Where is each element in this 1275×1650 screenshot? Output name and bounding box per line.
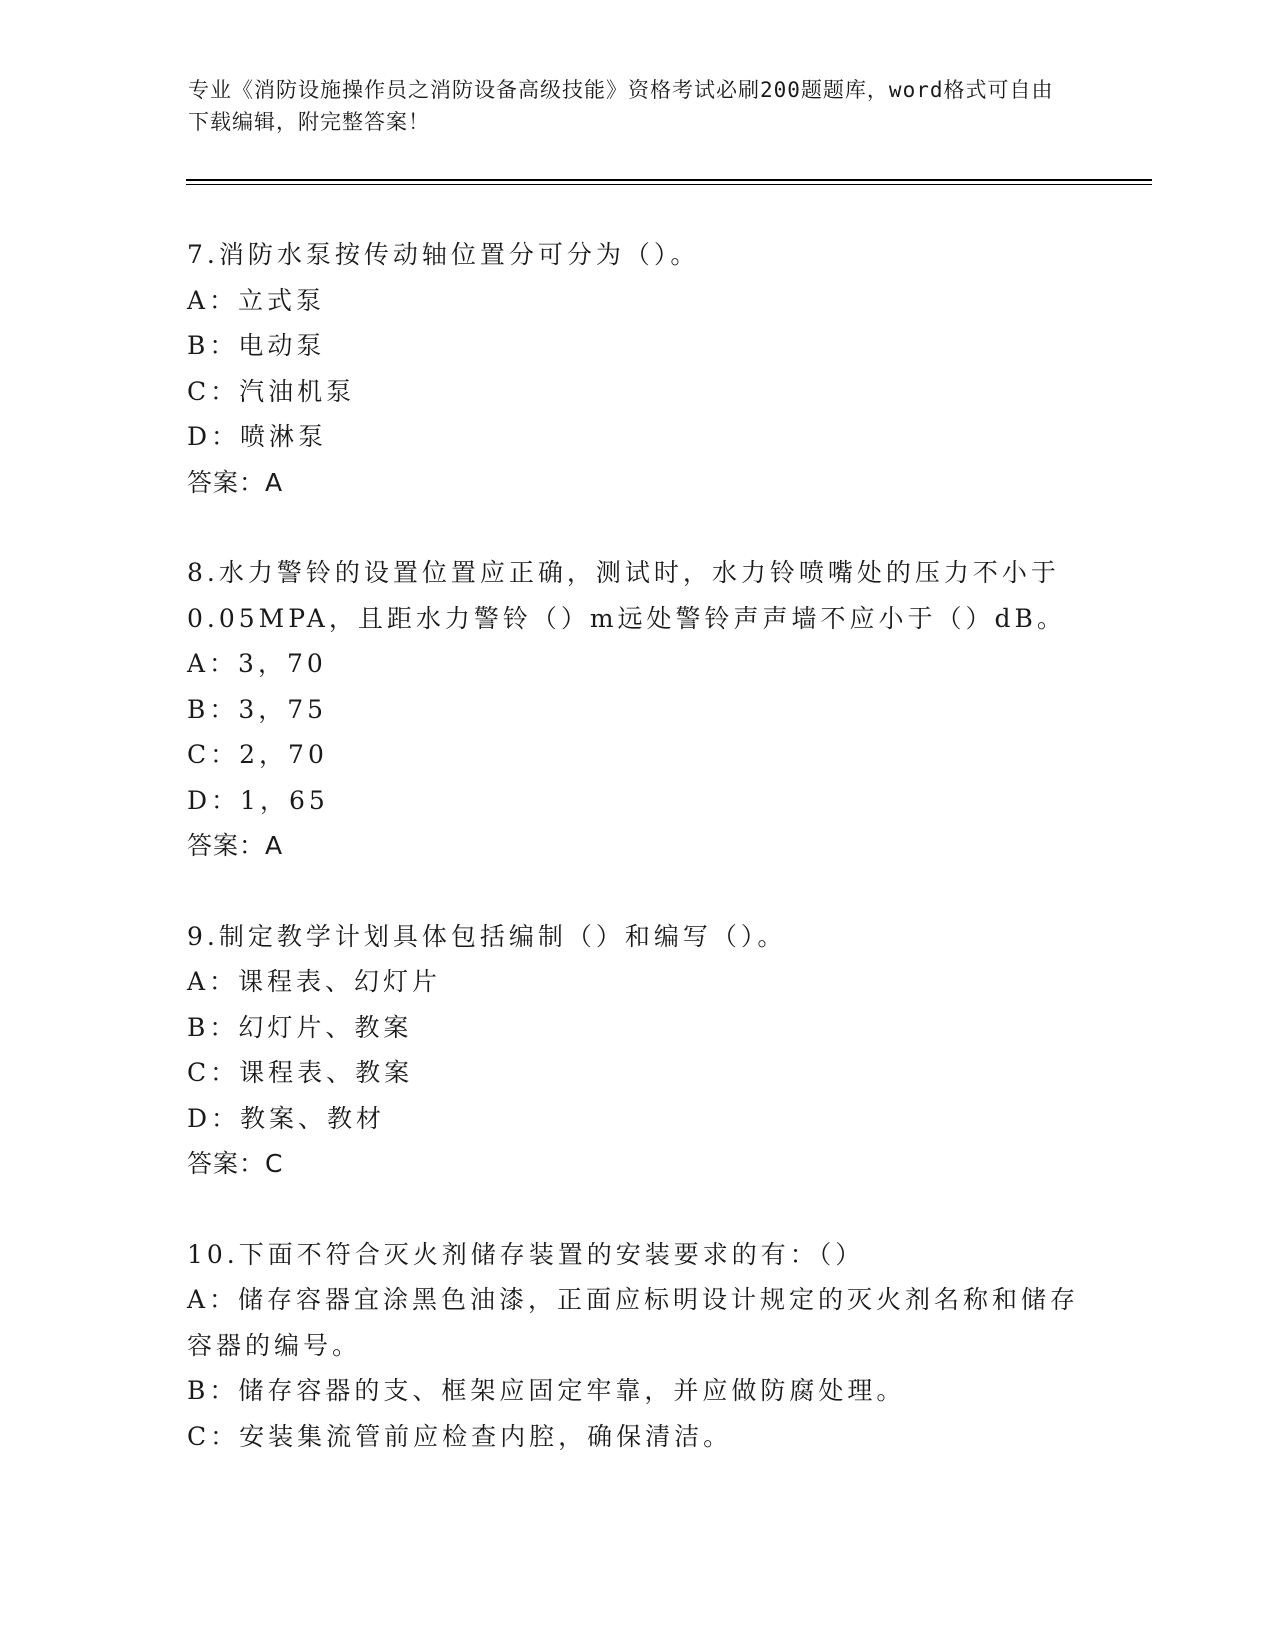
option-b: B：幻灯片、教案 — [187, 1012, 413, 1042]
option-a: A：立式泵 — [187, 285, 326, 315]
header-divider-thick — [186, 179, 1152, 181]
option-a: A：3，70 — [187, 649, 327, 678]
option-a: A：储存容器宜涂黑色油漆，正面应标明设计规定的灭火剂名称和储存 — [187, 1285, 1080, 1314]
option-c: C：2，70 — [187, 740, 328, 769]
option-d: D：喷淋泵 — [187, 422, 328, 451]
option-c: C：课程表、教案 — [187, 1058, 414, 1087]
question-stem: 7.消防水泵按传动轴位置分可分为（）。 — [187, 240, 700, 269]
option-d: D：1，65 — [187, 785, 329, 815]
question-stem: 9.制定教学计划具体包括编制（）和编写（）。 — [187, 921, 787, 951]
question-8 — [187, 550, 1087, 869]
question-stem-continued: 0.05MPA，且距水力警铃（）m远处警铃声声墙不应小于（）dB。 — [187, 603, 1066, 633]
option-c: C：安装集流管前应检查内腔，确保清洁。 — [187, 1421, 733, 1451]
question-7 — [187, 232, 1087, 505]
option-b: B：3，75 — [187, 694, 328, 724]
option-a: A：课程表、幻灯片 — [187, 967, 442, 996]
option-a-continued: 容器的编号。 — [187, 1330, 362, 1360]
document-header — [188, 74, 1068, 138]
question-stem: 10.下面不符合灭火剂储存装置的安装要求的有：（） — [187, 1239, 865, 1269]
option-b: B：储存容器的支、框架应固定牢靠，并应做防腐处理。 — [187, 1376, 906, 1405]
header-divider-thin — [186, 184, 1152, 185]
header-text: 专业《消防设施操作员之消防设备高级技能》资格考试必刷200题题库，word格式可自由下载编辑，附完整答案！ — [188, 78, 1054, 134]
question-list — [187, 232, 1087, 1504]
answer: 答案：A — [187, 831, 284, 860]
question-9 — [187, 914, 1087, 1187]
option-b: B：电动泵 — [187, 331, 326, 360]
answer: 答案：A — [187, 467, 284, 497]
answer: 答案：C — [187, 1149, 284, 1178]
question-stem: 8.水力警铃的设置位置应正确，测试时，水力铃喷嘴处的压力不小于 — [187, 558, 1060, 587]
question-10 — [187, 1232, 1087, 1460]
option-d: D：教案、教材 — [187, 1103, 386, 1133]
option-c: C：汽油机泵 — [187, 376, 356, 406]
